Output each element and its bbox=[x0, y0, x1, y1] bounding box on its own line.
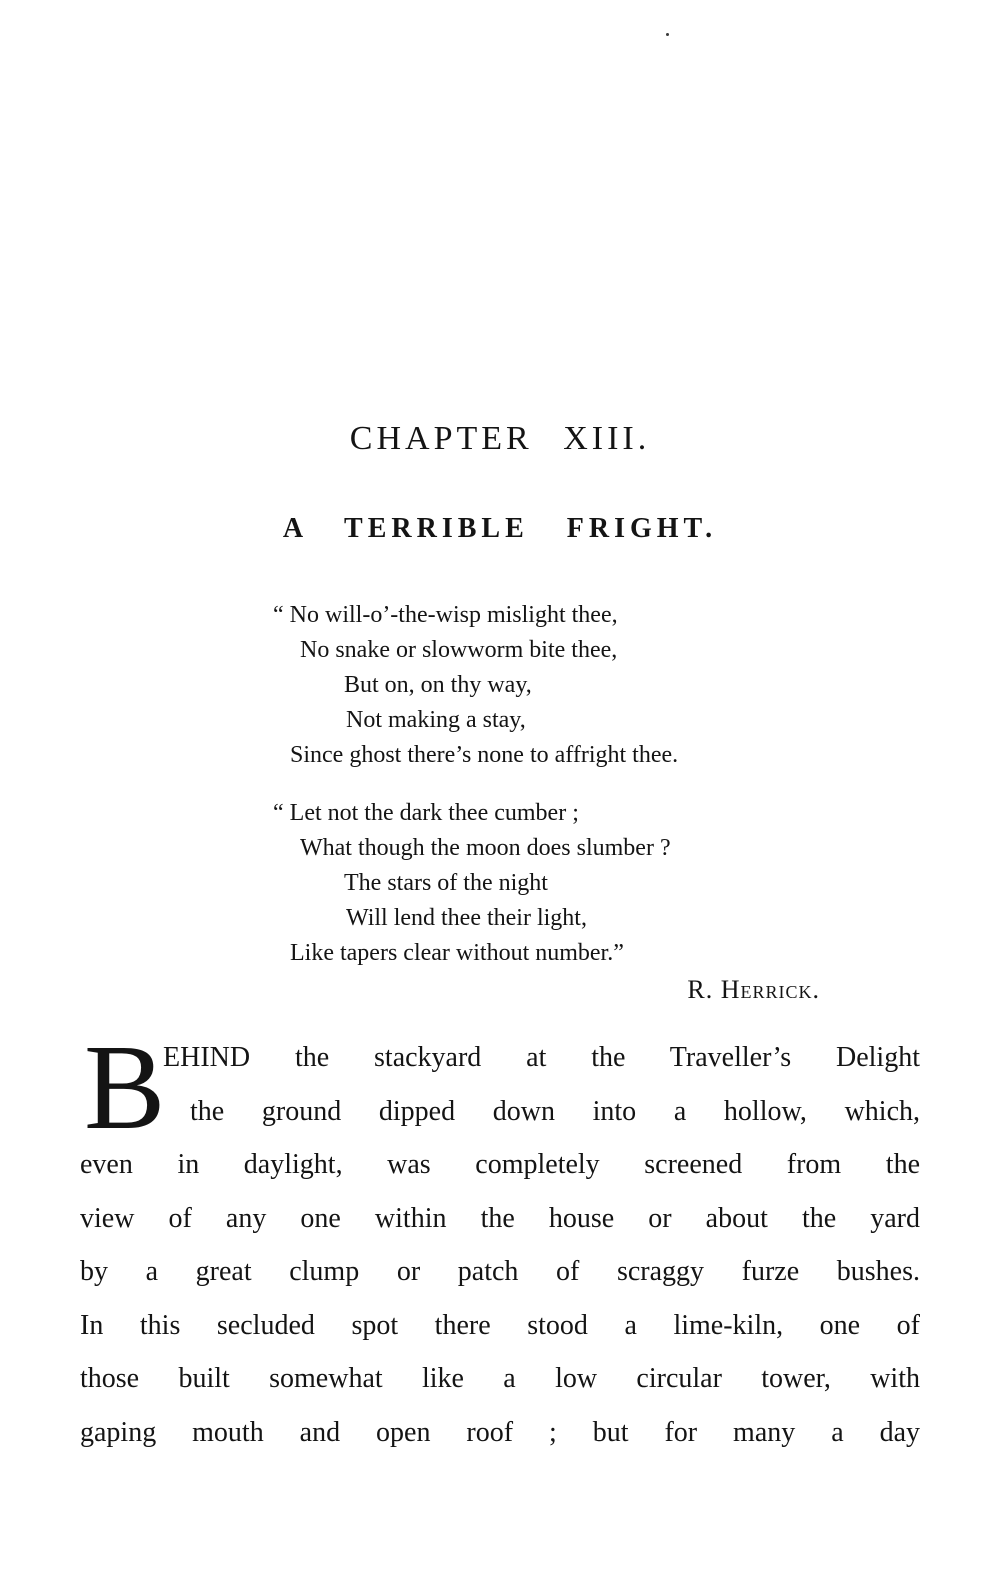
body-line: In this secluded spot there stood a lime-kiln, one of bbox=[80, 1309, 920, 1341]
body-line: even in daylight, was completely screened from the bbox=[80, 1149, 920, 1180]
poem-line: But on, on thy way, bbox=[344, 672, 532, 698]
body-line: EHIND the stackyard at the Traveller’s Delight bbox=[163, 1042, 920, 1073]
body-line: those built somewhat like a low circular tower, with bbox=[80, 1363, 920, 1394]
poem-line: The stars of the night bbox=[344, 870, 548, 896]
body-line: the ground dipped down into a hollow, which, bbox=[190, 1095, 920, 1127]
poem-line: “ Let not the dark thee cumber ; bbox=[273, 800, 579, 826]
poem-line: What though the moon does slumber ? bbox=[300, 835, 671, 861]
epigraph-stanza-1 bbox=[273, 598, 678, 773]
body-line: gaping mouth and open roof ; but for many a day bbox=[80, 1416, 920, 1448]
section-title: A TERRIBLE FRIGHT. bbox=[282, 513, 718, 544]
scan-speck bbox=[666, 33, 669, 36]
poem-line: Like tapers clear without number.” bbox=[290, 940, 624, 966]
epigraph-stanza-2 bbox=[273, 796, 671, 971]
poem-line: Not making a stay, bbox=[346, 707, 526, 733]
chapter-title: CHAPTER XIII. bbox=[349, 420, 651, 457]
body-line: by a great clump or patch of scraggy furze bushes. bbox=[80, 1256, 920, 1287]
poem-line: Will lend thee their light, bbox=[346, 905, 587, 931]
epigraph-attribution: R. Herrick. bbox=[687, 975, 820, 1004]
poem-line: No snake or slowworm bite thee, bbox=[300, 637, 618, 663]
poem-line: “ No will-o’-the-wisp mislight thee, bbox=[273, 602, 618, 628]
body-lines bbox=[80, 1020, 920, 1459]
poem-line: Since ghost there’s none to affright thee. bbox=[290, 742, 679, 768]
drop-cap: B bbox=[84, 1020, 166, 1155]
body-line: view of any one within the house or about the yard bbox=[80, 1202, 920, 1234]
